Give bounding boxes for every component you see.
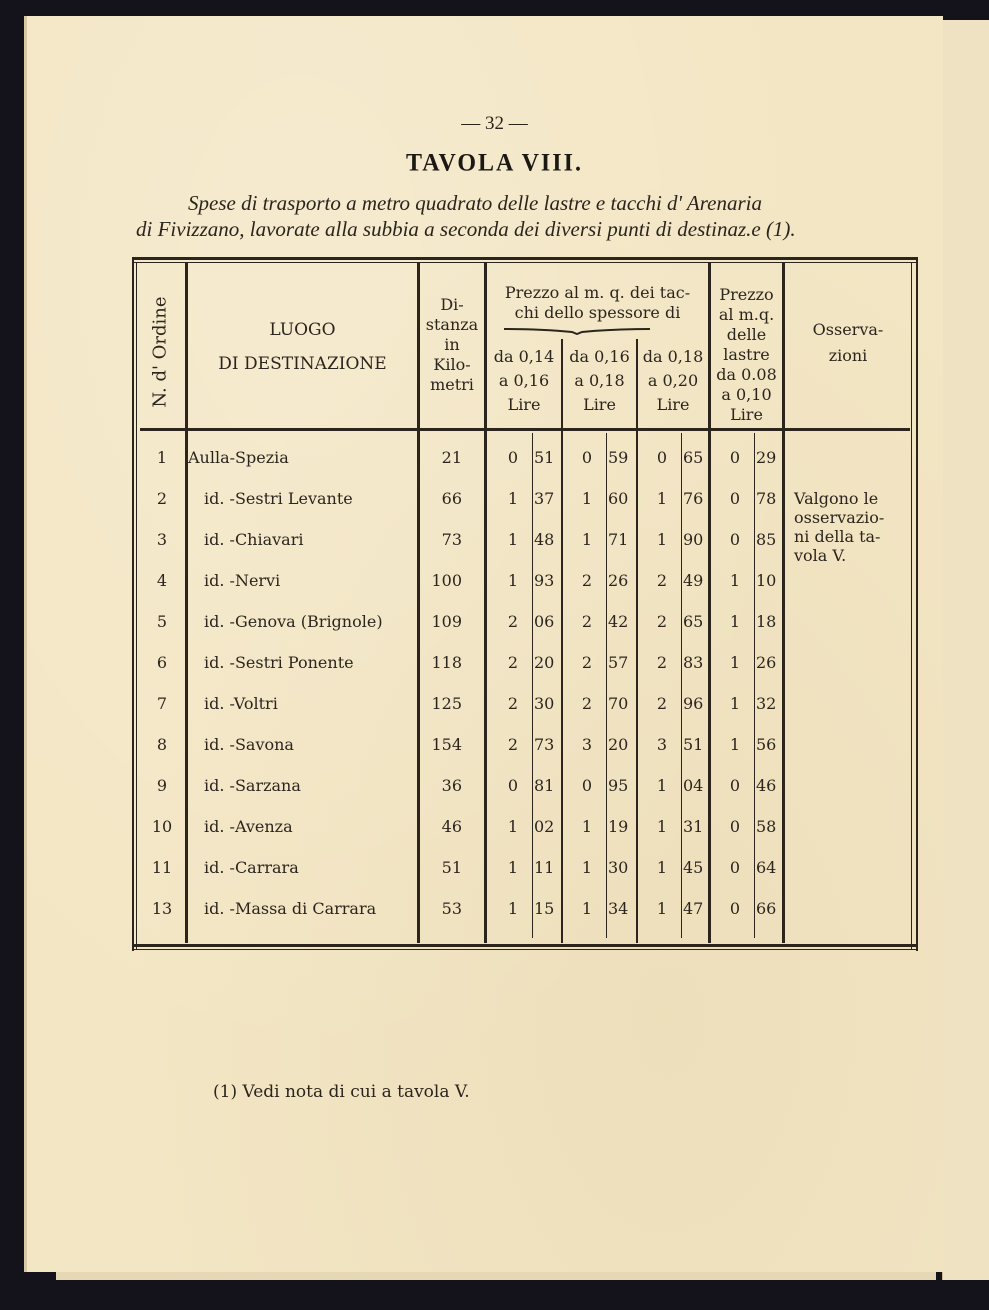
footnote: (1) Vedi nota di cui a tavola V. — [213, 1082, 470, 1102]
price-lire: 1 — [581, 530, 592, 549]
price-centesimi: 26 — [608, 571, 629, 590]
rule-right-thin — [911, 263, 912, 949]
price-lire: 0 — [507, 776, 518, 795]
price-centesimi: 66 — [756, 899, 777, 918]
price-lire: 1 — [581, 899, 592, 918]
price-lire: 2 — [507, 694, 518, 713]
price-lire: 3 — [656, 735, 667, 754]
distance-km: 66 — [441, 489, 462, 508]
price-lire: 1 — [656, 776, 667, 795]
price-centesimi: 51 — [683, 735, 704, 754]
price-centesimi: 56 — [756, 735, 777, 754]
header-lastre-line: a 0,10 — [721, 385, 772, 404]
price-centesimi: 81 — [534, 776, 555, 795]
destination: id. -Avenza — [204, 817, 293, 836]
header-destination-line-1: LUOGO — [269, 320, 336, 340]
header-observations-line: Osserva- — [812, 320, 884, 339]
header-observations — [785, 317, 911, 369]
price-lire: 1 — [581, 817, 592, 836]
price-centesimi: 95 — [608, 776, 629, 795]
order-number: 2 — [156, 489, 168, 508]
price-lire: 1 — [581, 489, 592, 508]
price-lire: 1 — [656, 489, 667, 508]
rule-top — [132, 257, 918, 260]
observation-note-line: vola V. — [794, 546, 847, 565]
header-tacchi-group-line: chi dello spessore di — [514, 303, 681, 322]
table-row — [132, 693, 918, 715]
price-lire: 1 — [729, 653, 740, 672]
distance-km: 46 — [441, 817, 462, 836]
price-centesimi: 47 — [683, 899, 704, 918]
distance-km: 36 — [441, 776, 462, 795]
price-lire: 1 — [507, 571, 518, 590]
price-lire: 1 — [729, 612, 740, 631]
facing-page-edge — [942, 20, 989, 1280]
price-centesimi: 29 — [756, 448, 777, 467]
price-lire: 0 — [729, 489, 740, 508]
header-lastre-line: lastre — [723, 345, 770, 364]
price-lire: 2 — [656, 612, 667, 631]
page-bottom-edge — [56, 1272, 936, 1280]
header-lastre-line: al m.q. — [718, 305, 775, 324]
order-number: 10 — [151, 817, 173, 836]
header-tacchi-col-line: a 0,16 — [498, 371, 550, 390]
price-centesimi: 18 — [756, 612, 777, 631]
price-lire: 1 — [656, 817, 667, 836]
header-tacchi-col-1 — [487, 345, 561, 417]
observation-note-line: osservazio- — [794, 508, 885, 527]
header-lastre-line: da 0.08 — [716, 365, 777, 384]
price-lire: 1 — [729, 735, 740, 754]
price-centesimi: 20 — [608, 735, 629, 754]
price-lire: 1 — [729, 694, 740, 713]
price-lire: 0 — [729, 899, 740, 918]
page-number: — 32 — — [461, 113, 528, 134]
distance-km: 53 — [441, 899, 462, 918]
destination: id. -Chiavari — [204, 530, 304, 549]
price-centesimi: 46 — [756, 776, 777, 795]
price-lire: 0 — [581, 776, 592, 795]
price-centesimi: 19 — [608, 817, 629, 836]
price-centesimi: 42 — [608, 612, 629, 631]
price-centesimi: 64 — [756, 858, 777, 877]
header-tacchi-col-3 — [638, 345, 708, 417]
price-lire: 1 — [507, 858, 518, 877]
rule-bottom-thin — [132, 949, 918, 950]
header-tacchi-col-line: Lire — [583, 395, 616, 414]
header-distance — [420, 295, 484, 395]
rule-right — [916, 257, 918, 951]
destination: id. -Massa di Carrara — [204, 899, 377, 918]
table-row — [132, 734, 918, 756]
header-order-number — [150, 287, 170, 417]
price-centesimi: 48 — [534, 530, 555, 549]
price-centesimi: 76 — [683, 489, 704, 508]
rule-col-p1 — [561, 339, 563, 943]
destination: id. -Sarzana — [204, 776, 301, 795]
header-tacchi-col-line: da 0,14 — [493, 347, 555, 366]
destination: id. -Genova (Brignole) — [204, 612, 383, 631]
price-lire: 0 — [656, 448, 667, 467]
price-lire: 0 — [729, 530, 740, 549]
price-centesimi: 96 — [683, 694, 704, 713]
rule-left-thin — [136, 263, 137, 949]
rule-header-bottom — [140, 428, 910, 431]
order-number: 4 — [156, 571, 168, 590]
price-lire: 2 — [656, 694, 667, 713]
subtitle-line-2: di Fivizzano, lavorate alla subbia a seconda dei diversi punti di destinaz.e (1). — [136, 217, 796, 241]
destination: id. -Sestri Ponente — [204, 653, 354, 672]
header-tacchi-col-line: da 0,16 — [569, 347, 630, 366]
table-title: TAVOLA VIII. — [406, 149, 583, 177]
price-centesimi: 10 — [756, 571, 777, 590]
price-centesimi: 90 — [683, 530, 704, 549]
table-row — [132, 775, 918, 797]
distance-km: 100 — [431, 571, 462, 590]
header-distance-line: in — [444, 335, 460, 354]
price-centesimi: 11 — [534, 858, 555, 877]
header-tacchi-col-line: a 0,20 — [647, 371, 699, 390]
subtitle-line-1: Spese di trasporto a metro quadrato delle lastre e tacchi d' Arenaria — [188, 191, 762, 215]
price-centesimi: 20 — [534, 653, 555, 672]
price-lire: 1 — [507, 489, 518, 508]
header-tacchi-col-line: a 0,18 — [574, 371, 625, 390]
observation-note-line: Valgono le — [794, 489, 879, 508]
header-lastre-line: Prezzo — [719, 285, 774, 304]
price-lire: 0 — [729, 776, 740, 795]
price-centesimi: 83 — [683, 653, 704, 672]
header-tacchi-col-2 — [563, 345, 636, 417]
order-number: 13 — [151, 899, 173, 918]
header-distance-line: stanza — [425, 315, 479, 334]
price-lire: 1 — [729, 571, 740, 590]
price-centesimi: 59 — [608, 448, 629, 467]
header-tacchi-col-line: Lire — [656, 395, 690, 414]
distance-km: 118 — [431, 653, 462, 672]
price-centesimi: 93 — [534, 571, 555, 590]
rule-col-p2 — [636, 339, 638, 943]
price-centesimi: 51 — [534, 448, 555, 467]
price-lire: 1 — [507, 817, 518, 836]
destination: Aulla-Spezia — [188, 448, 289, 467]
price-centesimi: 73 — [534, 735, 555, 754]
price-lire: 2 — [581, 571, 592, 590]
table-row — [132, 898, 918, 920]
table-row — [132, 816, 918, 838]
header-distance-line: Kilo- — [433, 355, 471, 374]
price-centesimi: 78 — [756, 489, 777, 508]
distance-km: 51 — [441, 858, 462, 877]
price-centesimi: 04 — [683, 776, 704, 795]
price-lire: 2 — [507, 612, 518, 631]
price-lire: 2 — [656, 653, 667, 672]
table-row — [132, 652, 918, 674]
header-lastre — [711, 285, 782, 425]
price-centesimi: 34 — [608, 899, 629, 918]
price-centesimi: 71 — [608, 530, 629, 549]
header-tacchi-group-line: Prezzo al m. q. dei tac- — [504, 283, 691, 302]
price-centesimi: 32 — [756, 694, 777, 713]
price-lire: 1 — [581, 858, 592, 877]
distance-km: 154 — [431, 735, 462, 754]
price-centesimi: 02 — [534, 817, 555, 836]
order-number: 7 — [156, 694, 168, 713]
price-lire: 0 — [581, 448, 592, 467]
price-centesimi: 45 — [683, 858, 704, 877]
price-lire: 2 — [507, 653, 518, 672]
table-row — [132, 857, 918, 879]
price-centesimi: 70 — [608, 694, 629, 713]
header-tacchi-group — [487, 283, 708, 323]
price-centesimi: 49 — [683, 571, 704, 590]
distance-km: 73 — [441, 530, 462, 549]
destination: id. -Voltri — [204, 694, 278, 713]
table-row — [132, 570, 918, 592]
header-distance-line: metri — [430, 375, 474, 394]
price-centesimi: 85 — [756, 530, 777, 549]
price-lire: 1 — [507, 899, 518, 918]
distance-km: 109 — [431, 612, 462, 631]
price-lire: 1 — [656, 530, 667, 549]
price-lire: 2 — [507, 735, 518, 754]
price-centesimi: 65 — [683, 612, 704, 631]
order-number: 3 — [156, 530, 168, 549]
price-lire: 0 — [729, 448, 740, 467]
rule-left — [132, 257, 134, 951]
order-number: 9 — [156, 776, 168, 795]
table-row — [132, 447, 918, 469]
price-lire: 3 — [581, 735, 592, 754]
header-distance-line: Di- — [440, 295, 464, 314]
observation-note — [794, 489, 912, 565]
order-number: 5 — [156, 612, 168, 631]
price-lire: 2 — [581, 612, 592, 631]
header-order-label: N. d' Ordine — [149, 296, 171, 408]
order-number: 8 — [156, 735, 168, 754]
price-centesimi: 06 — [534, 612, 555, 631]
destination: id. -Carrara — [204, 858, 299, 877]
price-lire: 0 — [729, 817, 740, 836]
observation-note-line: ni della ta- — [794, 527, 881, 546]
price-centesimi: 31 — [683, 817, 704, 836]
order-number: 6 — [156, 653, 168, 672]
table-row — [132, 611, 918, 633]
price-centesimi: 60 — [608, 489, 629, 508]
price-lire: 0 — [507, 448, 518, 467]
price-lire: 1 — [656, 899, 667, 918]
destination: id. -Nervi — [204, 571, 281, 590]
rule-bottom — [132, 944, 918, 947]
price-lire: 2 — [656, 571, 667, 590]
destination: id. -Savona — [204, 735, 294, 754]
header-tacchi-col-line: da 0,18 — [642, 347, 704, 366]
distance-km: 125 — [431, 694, 462, 713]
table-subtitle — [136, 190, 936, 242]
order-number: 1 — [156, 448, 168, 467]
price-lire: 1 — [656, 858, 667, 877]
header-lastre-line: delle — [726, 325, 767, 344]
price-centesimi: 15 — [534, 899, 555, 918]
header-observations-line: zioni — [828, 346, 868, 365]
order-number: 11 — [151, 858, 173, 877]
price-centesimi: 30 — [608, 858, 629, 877]
header-tacchi-col-line: Lire — [507, 395, 541, 414]
brace-icon — [502, 327, 652, 335]
destination: id. -Sestri Levante — [204, 489, 353, 508]
distance-km: 21 — [441, 448, 462, 467]
price-lire: 2 — [581, 694, 592, 713]
rule-top-thin — [132, 262, 918, 263]
price-centesimi: 58 — [756, 817, 777, 836]
price-lire: 1 — [507, 530, 518, 549]
price-lire: 2 — [581, 653, 592, 672]
price-centesimi: 30 — [534, 694, 555, 713]
header-destination — [188, 313, 417, 381]
price-centesimi: 65 — [683, 448, 704, 467]
price-centesimi: 26 — [756, 653, 777, 672]
price-centesimi: 37 — [534, 489, 555, 508]
header-destination-line-2: DI DESTINAZIONE — [218, 354, 387, 374]
price-lire: 0 — [729, 858, 740, 877]
header-lastre-line: Lire — [730, 405, 763, 424]
price-centesimi: 57 — [608, 653, 629, 672]
transport-cost-table — [132, 257, 918, 951]
